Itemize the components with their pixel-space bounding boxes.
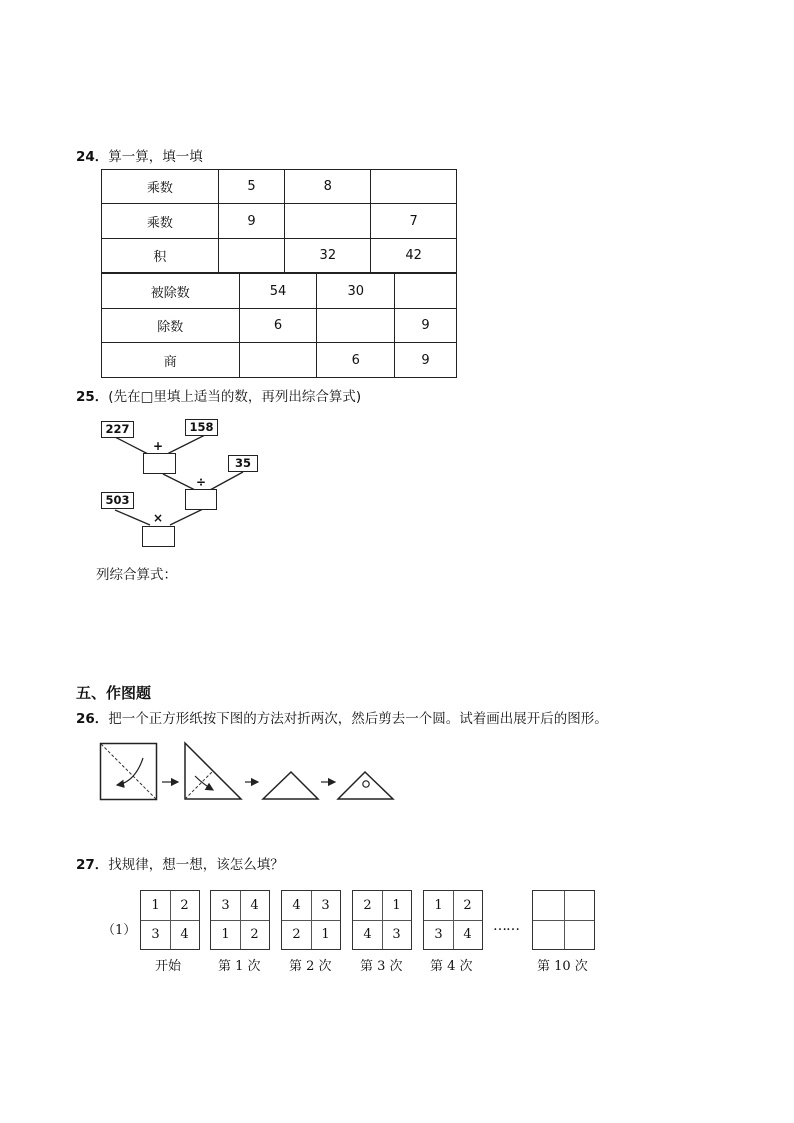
q26-heading [76, 707, 608, 727]
q27-number: 27． [76, 857, 109, 873]
folded-triangle [185, 743, 241, 799]
number-box: 35 [228, 455, 258, 472]
q25-number: 25． [76, 389, 109, 405]
table-cell: 除数 [102, 309, 240, 343]
table-cell: 6 [239, 309, 317, 343]
grid-cell: 2 [463, 898, 472, 913]
grid-cell: 3 [151, 927, 160, 942]
grid-cell: 2 [180, 898, 189, 913]
grid-cell: 3 [434, 927, 443, 942]
divide-sign: ÷ [196, 475, 207, 489]
table-row [102, 239, 457, 273]
grid-cell: 4 [250, 898, 259, 913]
pattern-grid-step-10 [532, 890, 595, 950]
q26-title: 把一个正方形纸按下图的方法对折两次，然后剪去一个圆。试着画出展开后的图形。 [108, 711, 608, 727]
pattern-grid-step-1 [210, 890, 270, 950]
q24-heading [76, 145, 203, 165]
table-cell-blank[interactable] [239, 343, 317, 378]
plus-sign: + [153, 439, 164, 453]
grid-cell: 1 [321, 927, 330, 942]
table-cell-blank[interactable] [395, 274, 457, 309]
grid-cell: 2 [363, 898, 372, 913]
pattern-grid-start [140, 890, 200, 950]
cut-triangle [338, 772, 393, 799]
table-row [102, 274, 457, 309]
table-row [102, 309, 457, 343]
table-cell: 商 [102, 343, 240, 378]
grid-cell: 3 [321, 898, 330, 913]
grid-cell: 4 [180, 927, 189, 942]
grid-cell: 1 [392, 898, 401, 913]
q27-heading [76, 853, 284, 873]
table-cell: 32 [285, 239, 371, 273]
number-box: 503 [101, 492, 134, 509]
table-cell: 42 [371, 239, 457, 273]
grid-cell: 1 [221, 927, 230, 942]
q25-heading [76, 385, 361, 405]
grid-cell: 2 [250, 927, 259, 942]
grid-label: 第 3 次 [360, 959, 403, 974]
paper-folding-diagram [95, 738, 400, 806]
table-cell: 8 [285, 170, 371, 204]
number-box: 227 [101, 421, 134, 438]
grid-label: 第 10 次 [537, 959, 588, 974]
table-cell: 9 [395, 309, 457, 343]
table-row [102, 170, 457, 204]
grid-label: 第 2 次 [289, 959, 332, 974]
circle-cut-icon [363, 781, 369, 787]
grid-cell: 4 [292, 898, 301, 913]
table-cell: 被除数 [102, 274, 240, 309]
pattern-grid-step-3 [352, 890, 412, 950]
grid-cell-blank[interactable] [564, 891, 595, 920]
table-cell: 乘数 [102, 204, 219, 239]
formula-label: 列综合算式： [96, 567, 177, 583]
multiply-sign: × [153, 511, 164, 525]
table-row [102, 343, 457, 378]
table-cell-blank[interactable] [317, 309, 395, 343]
grid-cell: 2 [292, 927, 301, 942]
table-row [102, 204, 457, 239]
answer-box-sum[interactable] [143, 453, 176, 474]
q24-number: 24． [76, 149, 109, 165]
grid-cell: 4 [463, 927, 472, 942]
ellipsis: …… [493, 918, 519, 934]
table-cell: 9 [395, 343, 457, 378]
multiplication-table [101, 169, 457, 273]
answer-box-product[interactable] [142, 526, 175, 547]
grid-cell: 3 [221, 898, 230, 913]
table-cell: 30 [317, 274, 395, 309]
table-cell: 乘数 [102, 170, 219, 204]
table-cell: 7 [371, 204, 457, 239]
table-cell-blank[interactable] [371, 170, 457, 204]
table-cell: 54 [239, 274, 317, 309]
part-label: （1） [102, 923, 137, 938]
pattern-grid-step-4 [423, 890, 483, 950]
grid-cell-blank[interactable] [533, 891, 564, 920]
grid-label: 开始 [155, 959, 182, 974]
section-title: 五、作图题 [76, 684, 152, 702]
table-cell: 6 [317, 343, 395, 378]
table-cell: 积 [102, 239, 219, 273]
square-paper [101, 744, 157, 800]
number-box: 158 [185, 419, 218, 436]
q24-title: 算一算，填一填 [108, 149, 203, 165]
table-cell: 5 [218, 170, 285, 204]
grid-cell: 3 [392, 927, 401, 942]
folded-twice-triangle [263, 772, 318, 799]
grid-cell-blank[interactable] [533, 920, 564, 949]
pattern-grid-step-2 [281, 890, 341, 950]
answer-box-quotient[interactable] [185, 489, 217, 510]
q25-title: (先在□里填上适当的数，再列出综合算式) [108, 389, 362, 405]
division-table [101, 273, 457, 378]
grid-cell-blank[interactable] [564, 920, 595, 949]
grid-cell: 4 [363, 927, 372, 942]
q27-title: 找规律，想一想，该怎么填？ [108, 857, 284, 873]
grid-cell: 1 [151, 898, 160, 913]
grid-label: 第 4 次 [430, 959, 473, 974]
table-cell-blank[interactable] [285, 204, 371, 239]
calculation-tree-diagram [95, 412, 265, 552]
table-cell: 9 [218, 204, 285, 239]
q26-number: 26． [76, 711, 109, 727]
grid-cell: 1 [434, 898, 443, 913]
table-cell-blank[interactable] [218, 239, 285, 273]
grid-label: 第 1 次 [218, 959, 261, 974]
